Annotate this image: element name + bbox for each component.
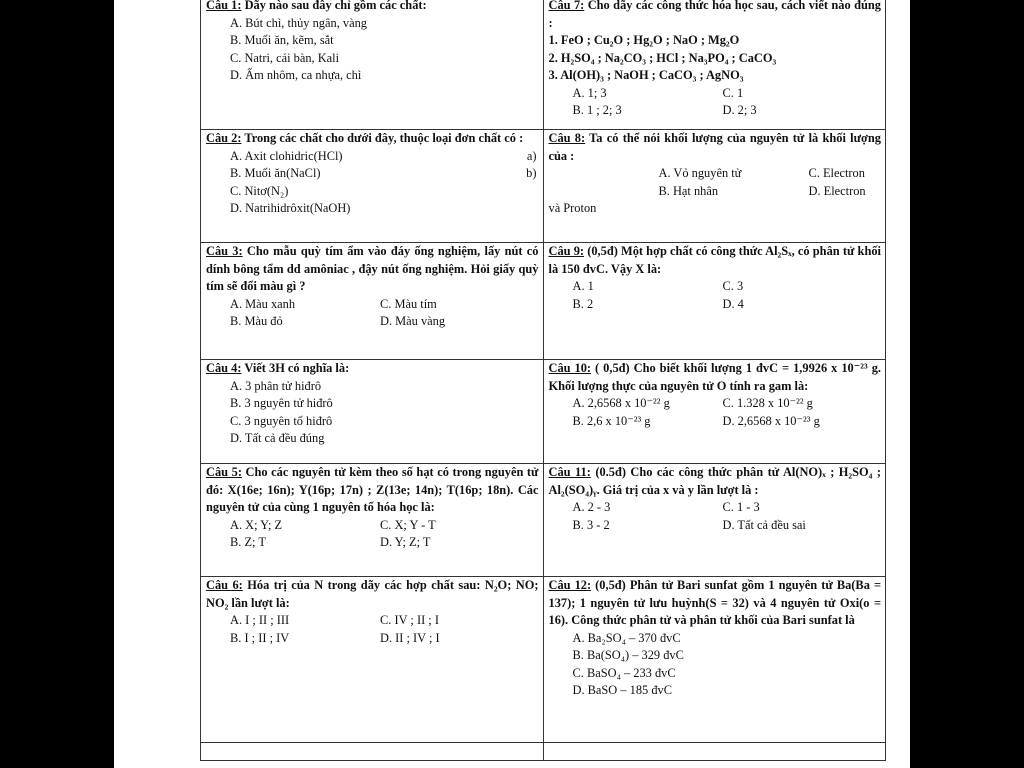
q9-option-d: D. 4 xyxy=(722,296,744,311)
table-row-empty xyxy=(201,743,886,761)
question-1-number: Câu 1: xyxy=(206,0,242,12)
question-5-text: Cho các nguyên tử kèm theo số hạt có trong nguyên tử đó: X(16e; 16n); Y(16p; 17n) ; Z(13e; 14n); T(16p; 18n). Các nguyên tử của cùng 1 nguyên tố hóa học là: xyxy=(206,465,539,514)
table-row xyxy=(201,360,886,464)
question-6-cell xyxy=(201,577,544,743)
q6-option-c: C. IV ; II ; I xyxy=(380,613,439,627)
q5-option-a: A. X; Y; Z xyxy=(230,517,283,532)
question-2-cell xyxy=(201,130,544,243)
question-3-text: Cho mẫu quỳ tím ẩm vào đáy ống nghiệm, lấy nút có dính bông tẩm dd amôniac , đậy nút ống nghiệm. Hỏi giấy quỳ tím sẽ đổi màu gì ? xyxy=(206,244,539,293)
q12-option-d: D. BaSO – 185 đvC xyxy=(572,683,672,697)
table-row xyxy=(201,464,886,577)
question-12-text: (0,5đ) Phân tử Bari sunfat gồm 1 nguyên tử Ba(Ba = 137); 1 nguyên tử lưu huỳnh(S = 32) và 4 nguyên tử Oxi(o = 16). Công thức phân tử và phân tử khối của Bari sunfat là xyxy=(548,578,881,627)
question-3-number: Câu 3: xyxy=(206,244,243,258)
q7-formula-2: 2. H₂SO₄ ; Na₂CO₃ ; HCl ; Na₃PO₄ ; CaCO₃ xyxy=(548,50,777,65)
q2-option-b: B. Muối ăn(NaCl) xyxy=(230,166,321,180)
q8-option-b: B. Hạt nhân xyxy=(658,183,719,198)
q12-option-a: A. Ba₂SO₄ – 370 đvC xyxy=(572,630,681,645)
question-2-number: Câu 2: xyxy=(206,131,242,145)
q11-option-d: D. Tất cả đều sai xyxy=(722,517,806,532)
q3-option-d: D. Màu vàng xyxy=(380,314,446,328)
question-11-text: (0.5đ) Cho các công thức phân tử Al(NO)ₓ ; H₂SO₄ ; Al₂(SO₄)ᵧ. Giá trị của x và y lần lượt là : xyxy=(548,465,881,497)
question-8-text: Ta có thể nói khối lượng của nguyên tử là khối lượng của : xyxy=(548,131,881,163)
q6-option-d: D. II ; IV ; I xyxy=(380,630,440,645)
question-8-cell xyxy=(544,130,887,243)
question-10-number: Câu 10: xyxy=(548,361,592,375)
q12-option-c: C. BaSO₄ – 233 đvC xyxy=(572,665,676,680)
q2-option-a: A. Axit clohidric(HCl) xyxy=(230,148,343,163)
q4-option-a: A. 3 phân tử hiđrô xyxy=(230,378,322,393)
q5-option-c: C. X; Y - T xyxy=(380,517,436,532)
q10-option-d: D. 2,6568 x 10⁻²³ g xyxy=(722,413,820,428)
q10-option-a: A. 2,6568 x 10⁻²² g xyxy=(572,396,670,410)
question-6-text: Hóa trị của N trong dãy các hợp chất sau: N₂O; NO; NO₂ lần lượt là: xyxy=(206,578,539,610)
q3-option-b: B. Màu đỏ xyxy=(230,314,283,328)
left-black-margin xyxy=(0,0,114,768)
q2-option-c: C. Nitơ(N₂) xyxy=(230,183,289,198)
table-row xyxy=(201,0,886,130)
question-2-text: Trong các chất cho dưới đây, thuộc loại đơn chất có : xyxy=(244,131,524,145)
question-7-number: Câu 7: xyxy=(548,0,585,12)
q5-option-d: D. Y; Z; T xyxy=(380,535,431,549)
q6-option-b: B. I ; II ; IV xyxy=(230,630,290,645)
q2-mark-a: a) xyxy=(526,148,537,163)
q5-option-b: B. Z; T xyxy=(230,535,266,549)
q4-option-d: D. Tất cả đều đúng xyxy=(230,431,325,445)
q11-option-c: C. 1 - 3 xyxy=(722,500,760,514)
q7-option-b: B. 1 ; 2; 3 xyxy=(572,103,622,117)
q7-option-d: D. 2; 3 xyxy=(722,103,757,117)
question-1-cell xyxy=(201,0,544,130)
question-1-text: Dãy nào sau đây chỉ gồm các chất: xyxy=(244,0,427,12)
table-row xyxy=(201,577,886,743)
q9-option-c: C. 3 xyxy=(722,279,744,293)
table-row xyxy=(201,243,886,360)
q8-option-c: C. Electron xyxy=(808,166,865,180)
question-12-cell xyxy=(544,577,887,743)
q2-option-d: D. Natrihidrôxit(NaOH) xyxy=(230,201,351,215)
question-4-cell xyxy=(201,360,544,464)
q2-mark-b: b) xyxy=(526,166,537,180)
q3-option-c: C. Màu tím xyxy=(380,296,437,311)
q1-option-b: B. Muối ăn, kẽm, sắt xyxy=(230,33,334,47)
question-6-number: Câu 6: xyxy=(206,578,243,592)
question-9-cell xyxy=(544,243,887,360)
q1-option-a: A. Bút chì, thủy ngân, vàng xyxy=(230,15,367,30)
question-11-number: Câu 11: xyxy=(548,465,591,479)
q1-option-d: D. Ấm nhôm, ca nhựa, chì xyxy=(230,68,362,82)
q8-option-d: D. Electron xyxy=(808,183,866,198)
empty-cell xyxy=(544,743,887,761)
question-5-cell xyxy=(201,464,544,577)
question-5-number: Câu 5: xyxy=(206,465,242,479)
q8-option-a: A. Vỏ nguyên tử xyxy=(658,166,742,180)
right-black-margin xyxy=(910,0,1024,768)
q4-option-c: C. 3 nguyên tố hiđrô xyxy=(230,413,333,428)
q7-formula-1: 1. FeO ; Cu₂O ; Hg₂O ; NaO ; Mg₂O xyxy=(548,33,740,47)
q10-option-b: B. 2,6 x 10⁻²³ g xyxy=(572,413,651,428)
question-4-text: Viết 3H có nghĩa là: xyxy=(244,361,350,375)
question-10-text: ( 0,5đ) Cho biết khối lượng 1 đvC = 1,9926 x 10⁻²³ g. Khối lượng thực của nguyên tử O tính ra gam là: xyxy=(548,361,881,393)
q7-option-c: C. 1 xyxy=(722,85,744,100)
q9-option-a: A. 1 xyxy=(572,279,594,293)
q6-option-a: A. I ; II ; III xyxy=(230,613,290,627)
question-8-number: Câu 8: xyxy=(548,131,586,145)
question-11-cell xyxy=(544,464,887,577)
question-9-number: Câu 9: xyxy=(548,244,585,258)
quiz-table xyxy=(200,0,886,761)
q4-option-b: B. 3 nguyên tử hiđrô xyxy=(230,396,333,410)
q10-option-c: C. 1.328 x 10⁻²² g xyxy=(722,396,813,410)
question-7-text: Cho dãy các công thức hóa học sau, cách viết nào đúng : xyxy=(548,0,881,30)
q12-option-b: B. Ba(SO₄) – 329 đvC xyxy=(572,648,684,662)
empty-cell xyxy=(201,743,544,761)
q7-option-a: A. 1; 3 xyxy=(572,85,607,100)
q1-option-c: C. Natri, cái bàn, Kali xyxy=(230,50,340,65)
question-9-text: (0,5đ) Một hợp chất có công thức Al₂Sₓ, có phân tử khối là 150 đvC. Vậy X là: xyxy=(548,244,881,276)
question-4-number: Câu 4: xyxy=(206,361,242,375)
document-page xyxy=(114,0,910,768)
table-row xyxy=(201,130,886,243)
q11-option-a: A. 2 - 3 xyxy=(572,500,611,514)
q11-option-b: B. 3 - 2 xyxy=(572,517,610,532)
question-3-cell xyxy=(201,243,544,360)
q9-option-b: B. 2 xyxy=(572,296,594,311)
q8-option-tail: và Proton xyxy=(548,201,597,215)
question-12-number: Câu 12: xyxy=(548,578,592,592)
question-7-cell xyxy=(544,0,887,130)
q7-formula-3: 3. Al(OH)₃ ; NaOH ; CaCO₃ ; AgNO₃ xyxy=(548,68,744,82)
q3-option-a: A. Màu xanh xyxy=(230,296,296,311)
question-10-cell xyxy=(544,360,887,464)
